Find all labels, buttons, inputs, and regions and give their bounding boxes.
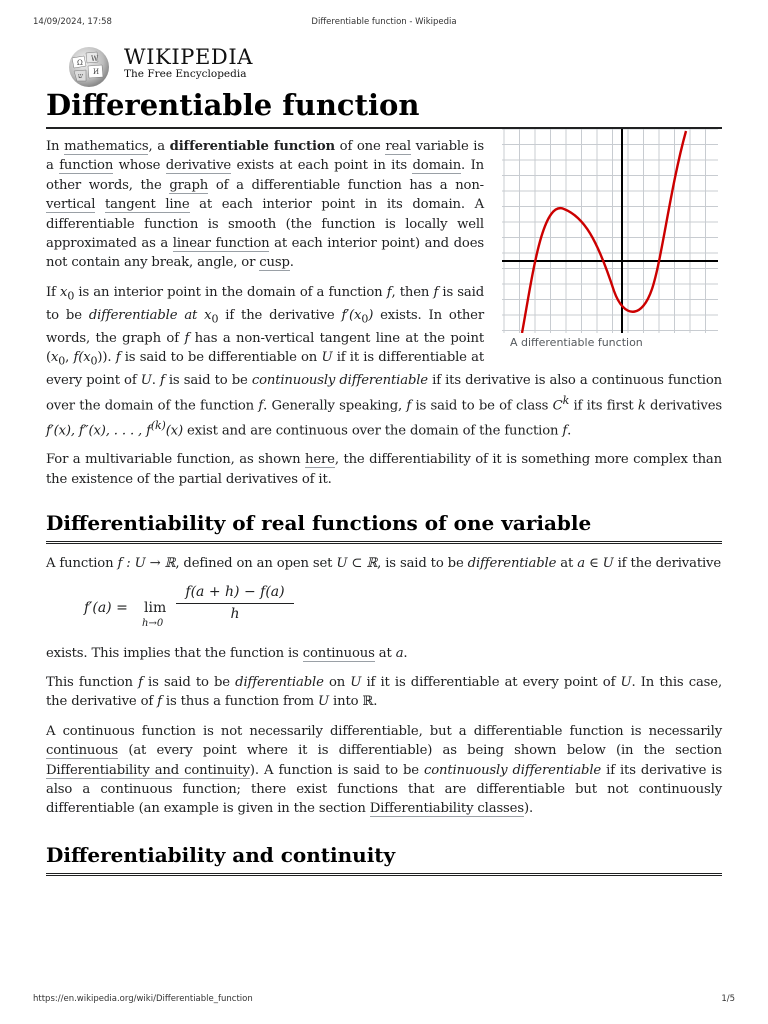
link-cusp[interactable]: cusp: [259, 255, 290, 271]
print-page-title: Differentiable function - Wikipedia: [311, 17, 457, 27]
section-heading-one-variable: Differentiability of real functions of one variable: [46, 509, 722, 544]
link-function[interactable]: function: [59, 158, 114, 174]
print-header: [33, 17, 735, 29]
svg-text:И: И: [93, 68, 100, 76]
differentiable-function-graph: [502, 129, 718, 333]
bold-term: differentiable function: [169, 139, 335, 154]
derivative-formula: [84, 584, 722, 636]
link-vertical[interactable]: vertical: [46, 197, 96, 213]
definition-paragraph: If $x_0$ is an interior point in the domain of a function f, then f is said to be differentiable at $x_0$ if the derivative $f'(x_0)$ exists. In other words, the graph of f has a non-vertical tangent line at the point ($x_0$, $f(x_0)$). f is said to be differentiable on U if it is differentiable at every point of U. f is said to be continuously differentiable if its derivative is also a continuous function over the domain of the function f. Generally speaking, f is said to be of class $C^k$ if its first k derivatives f′(x), f″(x), . . . , $f^{(k)}(x)$ exist and are continuous over the domain of the function f.: [46, 284, 723, 438]
continuous-not-differentiable: A continuous function is not necessarily differentiable, but a differentiable function is necessarily continuous (at every point where it is differentiable) as being shown below (in the section Differentiability and continuity). A function is said to be continuously differentiable if its derivative is also a continuous function; there exist functions that are differentiable but not continuously differentiable (an example is given in the section Differentiability classes).: [46, 723, 722, 817]
print-page-number: 1/5: [721, 994, 735, 1004]
one-variable-definition: A function f : U → ℝ, defined on an open set U ⊂ ℝ, is said to be differentiable at a ∈ U if the derivative: [46, 556, 721, 572]
link-real[interactable]: real: [385, 139, 411, 154]
infobox-figure: [502, 129, 722, 349]
formula-denominator: h: [230, 605, 240, 622]
formula-lhs: f′(a) =: [84, 599, 128, 616]
svg-text:W: W: [91, 55, 99, 63]
figure-caption: A differentiable function: [510, 336, 643, 349]
continuity-implication: exists. This implies that the function is continuous at a.: [46, 645, 408, 661]
multivariable-paragraph: For a multivariable function, as shown here, the differentiability of it is something more complex than the existence of the partial derivatives of it.: [46, 452, 722, 487]
link-continuous-2[interactable]: continuous: [46, 743, 119, 759]
function-curve: [522, 131, 686, 333]
link-mathematics[interactable]: mathematics: [64, 139, 149, 154]
section-heading-continuity: Differentiability and continuity: [46, 841, 722, 876]
link-derivative[interactable]: derivative: [165, 158, 232, 174]
print-url: https://en.wikipedia.org/wiki/Differentiable_function: [33, 994, 253, 1004]
differentiable-on-U: This function f is said to be differentiable on U if it is differentiable at every point of U. In this case, the derivative of f is thus a function from U into ℝ.: [46, 675, 722, 710]
link-domain[interactable]: domain: [412, 158, 462, 174]
page-title: Differentiable function: [46, 86, 722, 129]
print-datetime: 14/09/2024, 17:58: [33, 17, 112, 27]
formula-fraction: [176, 584, 294, 622]
link-here[interactable]: here: [305, 452, 335, 468]
print-footer: [33, 994, 735, 1006]
link-linear-function[interactable]: linear function: [172, 236, 270, 252]
link-differentiability-classes[interactable]: Differentiability classes: [369, 801, 524, 817]
intro-paragraph: In mathematics, a differentiable function of one real variable is a function whose derivative exists at each point in its domain. In other words, the graph of a differentiable function has a non-vertical tangent line at each interior point in its domain. A differentiable function is smooth (the function is locally well approximated as a linear function at each interior point) and does not contain any break, angle, or cusp.: [46, 139, 484, 271]
link-tangent-line[interactable]: tangent line: [105, 197, 190, 213]
svg-text:Ω: Ω: [77, 59, 83, 67]
link-continuous[interactable]: continuous: [302, 645, 375, 661]
wikipedia-globe-icon: [64, 44, 114, 88]
formula-numerator: f(a + h) − f(a): [176, 584, 294, 604]
logo-wordmark: WIKIPEDIA: [124, 45, 254, 69]
link-differentiability-and-continuity[interactable]: Differentiability and continuity: [46, 762, 250, 778]
formula-lim: lim: [144, 599, 167, 616]
wikipedia-logo[interactable]: [64, 44, 264, 88]
link-graph[interactable]: graph: [169, 177, 209, 193]
formula-lim-subscript: h→0: [142, 617, 164, 629]
logo-tagline: The Free Encyclopedia: [124, 68, 247, 80]
article-content: [46, 86, 722, 876]
svg-text:ש: ש: [78, 72, 83, 80]
